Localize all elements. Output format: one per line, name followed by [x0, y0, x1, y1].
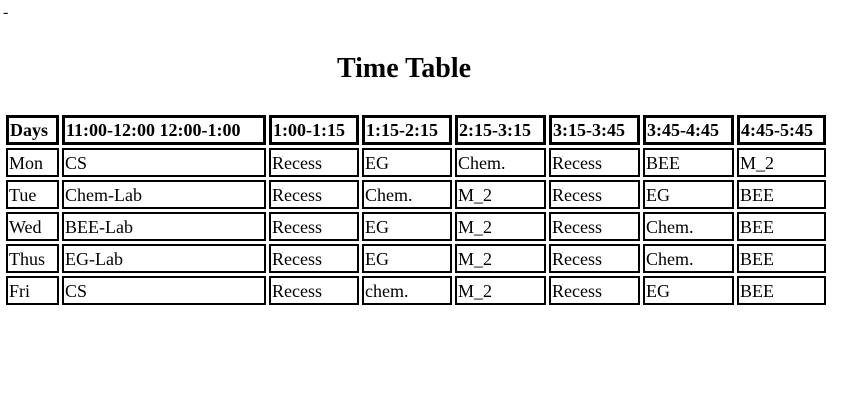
table-cell: Recess	[549, 244, 640, 273]
table-cell: Chem.	[455, 148, 546, 177]
header-cell-days: Days	[6, 115, 59, 145]
table-cell: Recess	[549, 148, 640, 177]
table-cell: Recess	[549, 180, 640, 209]
table-row-thus	[6, 244, 826, 273]
table-cell: BEE	[737, 276, 826, 305]
stray-dash-text: -	[3, 4, 9, 21]
table-cell: M_2	[455, 276, 546, 305]
table-cell: Chem.	[362, 180, 452, 209]
table-cell: BEE-Lab	[62, 212, 266, 241]
table-cell: Recess	[549, 212, 640, 241]
table-cell: CS	[62, 276, 266, 305]
header-cell-slot-215-315: 2:15-3:15	[455, 115, 546, 145]
table-cell: M_2	[455, 212, 546, 241]
table-cell: Chem.	[643, 212, 734, 241]
table-cell: EG	[362, 244, 452, 273]
header-cell-slot-115-215: 1:15-2:15	[362, 115, 452, 145]
table-cell: EG	[362, 212, 452, 241]
table-cell: chem.	[362, 276, 452, 305]
header-cell-slot-315-345: 3:15-3:45	[549, 115, 640, 145]
table-row-mon	[6, 148, 826, 177]
table-cell: Recess	[269, 180, 359, 209]
table-row-fri	[6, 276, 826, 305]
header-cell-slot-345-445: 3:45-4:45	[643, 115, 734, 145]
table-cell: BEE	[737, 180, 826, 209]
day-cell: Wed	[6, 212, 59, 241]
table-cell: BEE	[643, 148, 734, 177]
timetable	[3, 112, 829, 308]
table-cell: EG	[643, 180, 734, 209]
table-cell: Recess	[269, 276, 359, 305]
table-cell: M_2	[737, 148, 826, 177]
header-cell-slot-1-115: 1:00-1:15	[269, 115, 359, 145]
day-cell: Thus	[6, 244, 59, 273]
table-cell: EG-Lab	[62, 244, 266, 273]
table-row-wed	[6, 212, 826, 241]
page-title: Time Table	[336, 53, 472, 84]
table-cell: BEE	[737, 212, 826, 241]
day-cell: Fri	[6, 276, 59, 305]
header-row	[6, 115, 826, 145]
table-cell: Recess	[269, 212, 359, 241]
table-cell: Chem-Lab	[62, 180, 266, 209]
table-cell: Chem.	[643, 244, 734, 273]
header-cell-slot-11-1: 11:00-12:00 12:00-1:00	[62, 115, 266, 145]
table-cell: EG	[643, 276, 734, 305]
table-row-tue	[6, 180, 826, 209]
table-cell: Recess	[269, 244, 359, 273]
table-cell: Recess	[269, 148, 359, 177]
day-cell: Tue	[6, 180, 59, 209]
table-cell: M_2	[455, 180, 546, 209]
table-cell: BEE	[737, 244, 826, 273]
table-cell: CS	[62, 148, 266, 177]
table-cell: Recess	[549, 276, 640, 305]
table-cell: EG	[362, 148, 452, 177]
header-cell-slot-445-545: 4:45-5:45	[737, 115, 826, 145]
day-cell: Mon	[6, 148, 59, 177]
table-cell: M_2	[455, 244, 546, 273]
